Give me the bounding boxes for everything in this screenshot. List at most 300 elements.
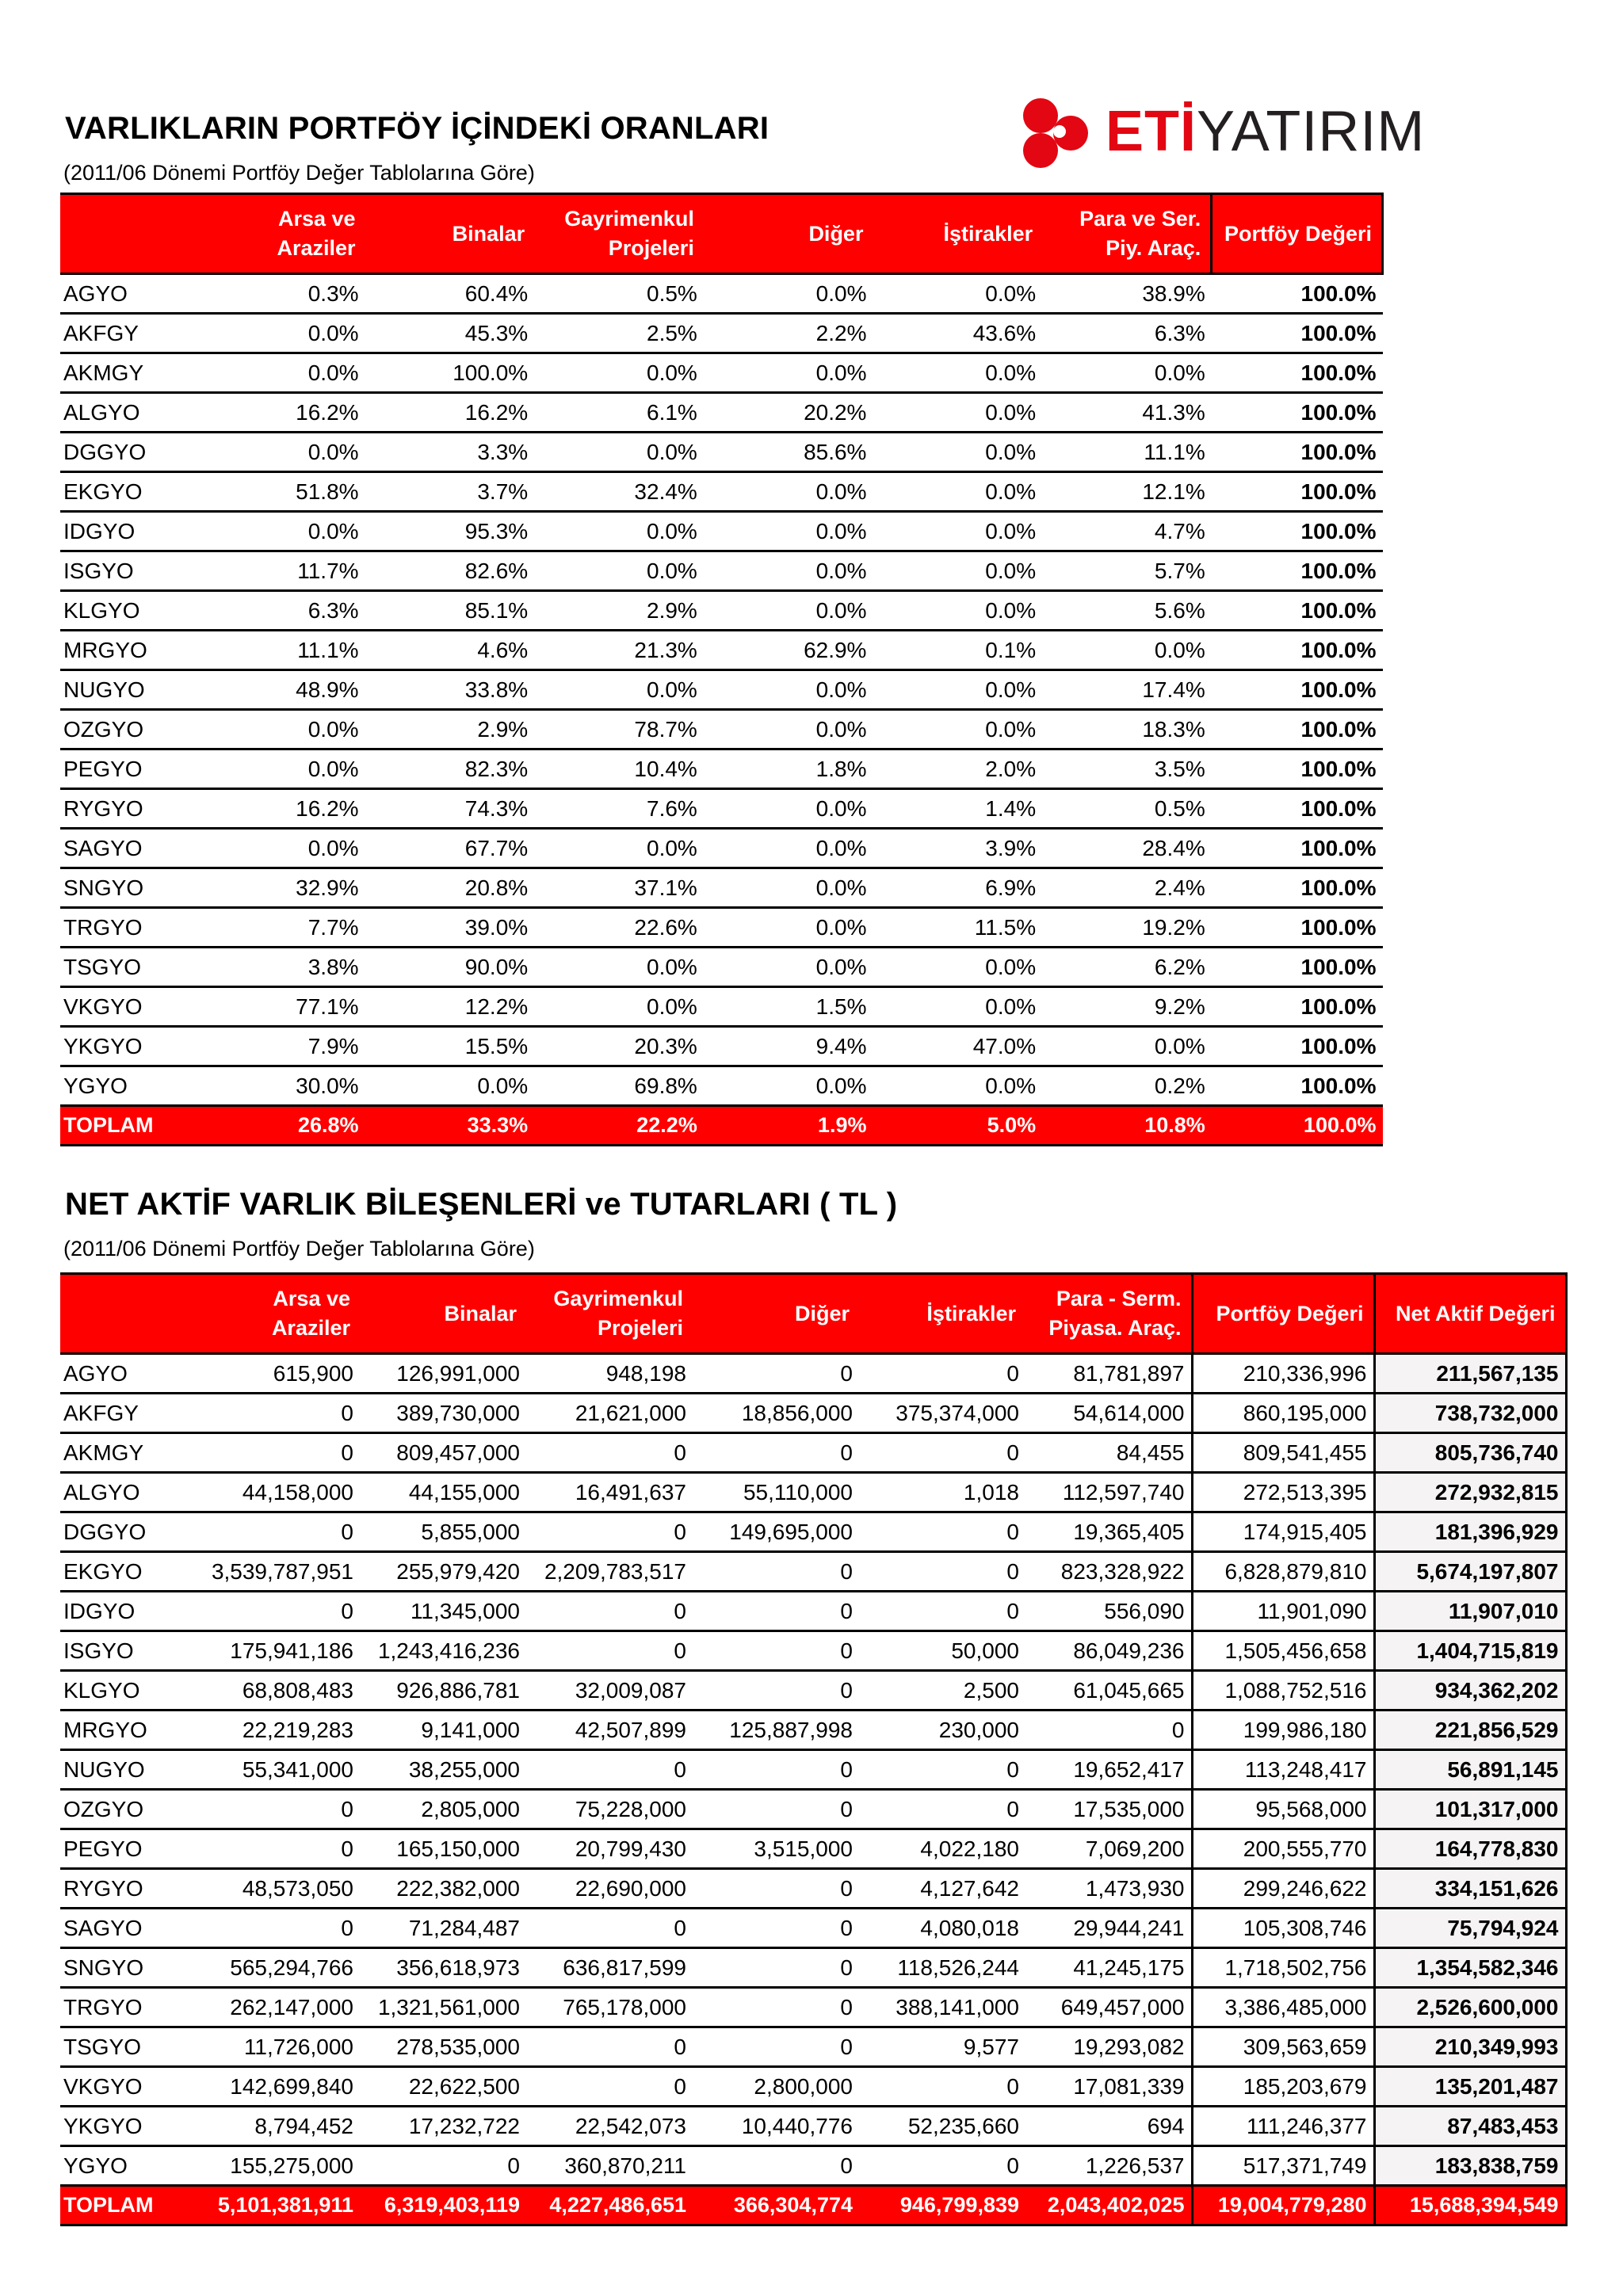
value-cell: 694 <box>1025 2107 1192 2146</box>
header-projects: Gayrimenkul Projeleri <box>534 194 704 274</box>
value-cell: 0.5% <box>534 274 704 314</box>
value-cell: 0 <box>526 1631 693 1671</box>
value-cell: 0 <box>859 2146 1025 2186</box>
value-cell: 11.1% <box>1042 433 1212 472</box>
value-cell: 101,317,000 <box>1374 1790 1566 1829</box>
value-cell: 100.0% <box>1212 670 1383 710</box>
value-cell: 100.0% <box>1212 749 1383 789</box>
value-cell: 926,886,781 <box>360 1671 526 1711</box>
value-cell: 278,535,000 <box>360 2027 526 2067</box>
value-cell: 11,345,000 <box>360 1592 526 1631</box>
value-cell: 388,141,000 <box>859 1988 1025 2027</box>
value-cell: 0.0% <box>873 987 1042 1027</box>
value-cell: 32.4% <box>534 472 704 512</box>
value-cell: 5.6% <box>1042 591 1212 631</box>
value-cell: 41,245,175 <box>1025 1948 1192 1988</box>
value-cell: 0 <box>859 1790 1025 1829</box>
value-cell: 22,542,073 <box>526 2107 693 2146</box>
value-cell: 164,778,830 <box>1374 1829 1566 1869</box>
value-cell: 210,336,996 <box>1192 1354 1374 1394</box>
value-cell: 0 <box>693 1790 859 1829</box>
value-cell: 0 <box>693 1631 859 1671</box>
company-code: TRGYO <box>60 1988 193 2027</box>
value-cell: 4,080,018 <box>859 1909 1025 1948</box>
value-cell: 7.7% <box>196 908 365 948</box>
company-code: DGGYO <box>60 433 196 472</box>
value-cell: 0.0% <box>873 670 1042 710</box>
value-cell: 200,555,770 <box>1192 1829 1374 1869</box>
table-row <box>60 512 1383 551</box>
net-asset-components-subtitle: (2011/06 Dönemi Portföy Değer Tablolarına Göre) <box>63 1237 535 1261</box>
value-cell: 7,069,200 <box>1025 1829 1192 1869</box>
value-cell: 3,386,485,000 <box>1192 1988 1374 2027</box>
value-cell: 0.0% <box>534 670 704 710</box>
value-cell: 60.4% <box>365 274 535 314</box>
value-cell: 0 <box>193 1909 360 1948</box>
value-cell: 556,090 <box>1025 1592 1192 1631</box>
header-subsidiaries: İştirakler <box>859 1274 1025 1354</box>
value-cell: 84,455 <box>1025 1433 1192 1473</box>
value-cell: 0 <box>526 1750 693 1790</box>
value-cell: 9.2% <box>1042 987 1212 1027</box>
table-row <box>60 591 1383 631</box>
company-code: YKGYO <box>60 2107 193 2146</box>
value-cell: 0 <box>526 1512 693 1552</box>
table-row <box>60 1394 1566 1433</box>
value-cell: 0 <box>526 1433 693 1473</box>
value-cell: 12.2% <box>365 987 535 1027</box>
company-code: PEGYO <box>60 1829 193 1869</box>
value-cell: 0.0% <box>873 551 1042 591</box>
table-row <box>60 314 1383 353</box>
value-cell: 6.2% <box>1042 948 1212 987</box>
header-money-market: Para - Serm. Piyasa. Araç. <box>1025 1274 1192 1354</box>
value-cell: 19,365,405 <box>1025 1512 1192 1552</box>
value-cell: 366,304,774 <box>693 2186 859 2225</box>
value-cell: 0 <box>859 2067 1025 2107</box>
value-cell: 67.7% <box>365 829 535 868</box>
value-cell: 649,457,000 <box>1025 1988 1192 2027</box>
header-company <box>60 1274 193 1354</box>
company-code: EKGYO <box>60 1552 193 1592</box>
value-cell: 823,328,922 <box>1025 1552 1192 1592</box>
table-row <box>60 908 1383 948</box>
value-cell: 111,246,377 <box>1192 2107 1374 2146</box>
value-cell: 135,201,487 <box>1374 2067 1566 2107</box>
company-code: OZGYO <box>60 710 196 749</box>
company-code: AGYO <box>60 1354 193 1394</box>
value-cell: 5.7% <box>1042 551 1212 591</box>
logo-dots-icon <box>1020 92 1099 171</box>
value-cell: 0.0% <box>196 710 365 749</box>
value-cell: 10.8% <box>1042 1106 1212 1146</box>
value-cell: 15,688,394,549 <box>1374 2186 1566 2225</box>
value-cell: 118,526,244 <box>859 1948 1025 1988</box>
value-cell: 10,440,776 <box>693 2107 859 2146</box>
value-cell: 0.0% <box>196 433 365 472</box>
value-cell: 0.0% <box>704 353 873 393</box>
value-cell: 75,794,924 <box>1374 1909 1566 1948</box>
table-row <box>60 987 1383 1027</box>
value-cell: 42,507,899 <box>526 1711 693 1750</box>
value-cell: 0 <box>526 2067 693 2107</box>
value-cell: 142,699,840 <box>193 2067 360 2107</box>
total-row <box>60 1106 1383 1146</box>
value-cell: 0.0% <box>534 433 704 472</box>
value-cell: 5.0% <box>873 1106 1042 1146</box>
company-code: RYGYO <box>60 1869 193 1909</box>
table-row <box>60 948 1383 987</box>
value-cell: 2.9% <box>534 591 704 631</box>
company-code: EKGYO <box>60 472 196 512</box>
value-cell: 100.0% <box>1212 393 1383 433</box>
value-cell: 5,674,197,807 <box>1374 1552 1566 1592</box>
value-cell: 1.9% <box>704 1106 873 1146</box>
company-code: ISGYO <box>60 1631 193 1671</box>
table-row <box>60 2027 1566 2067</box>
table-row <box>60 868 1383 908</box>
value-cell: 100.0% <box>1212 1027 1383 1066</box>
value-cell: 0.0% <box>873 274 1042 314</box>
value-cell: 199,986,180 <box>1192 1711 1374 1750</box>
value-cell: 100.0% <box>1212 710 1383 749</box>
table-row <box>60 2146 1566 2186</box>
company-code: VKGYO <box>60 987 196 1027</box>
company-code: PEGYO <box>60 749 196 789</box>
company-code: VKGYO <box>60 2067 193 2107</box>
value-cell: 0.0% <box>1042 353 1212 393</box>
value-cell: 0.3% <box>196 274 365 314</box>
value-cell: 21.3% <box>534 631 704 670</box>
value-cell: 11.5% <box>873 908 1042 948</box>
header-subsidiaries: İştirakler <box>873 194 1042 274</box>
company-code: TOPLAM <box>60 2186 193 2225</box>
value-cell: 1,354,582,346 <box>1374 1948 1566 1988</box>
table-row <box>60 1592 1566 1631</box>
value-cell: 0 <box>693 1988 859 2027</box>
value-cell: 17,535,000 <box>1025 1790 1192 1829</box>
value-cell: 20.3% <box>534 1027 704 1066</box>
header-buildings: Binalar <box>360 1274 526 1354</box>
net-asset-components-title: NET AKTİF VARLIK BİLEŞENLERİ ve TUTARLARI ( TL ) <box>65 1187 898 1222</box>
company-code: SNGYO <box>60 868 196 908</box>
value-cell: 17,232,722 <box>360 2107 526 2146</box>
value-cell: 100.0% <box>1212 314 1383 353</box>
table-row <box>60 2107 1566 2146</box>
value-cell: 3.7% <box>365 472 535 512</box>
value-cell: 0.0% <box>704 670 873 710</box>
value-cell: 100.0% <box>1212 472 1383 512</box>
company-code: YKGYO <box>60 1027 196 1066</box>
table-row <box>60 1750 1566 1790</box>
value-cell: 19,652,417 <box>1025 1750 1192 1790</box>
value-cell: 272,932,815 <box>1374 1473 1566 1512</box>
value-cell: 100.0% <box>1212 868 1383 908</box>
value-cell: 2.0% <box>873 749 1042 789</box>
value-cell: 19,004,779,280 <box>1192 2186 1374 2225</box>
header-land: Arsa ve Araziler <box>193 1274 360 1354</box>
value-cell: 16.2% <box>365 393 535 433</box>
value-cell: 6.1% <box>534 393 704 433</box>
value-cell: 41.3% <box>1042 393 1212 433</box>
company-code: TSGYO <box>60 2027 193 2067</box>
value-cell: 4.6% <box>365 631 535 670</box>
value-cell: 33.8% <box>365 670 535 710</box>
value-cell: 10.4% <box>534 749 704 789</box>
company-code: KLGYO <box>60 1671 193 1711</box>
value-cell: 2,043,402,025 <box>1025 2186 1192 2225</box>
value-cell: 0.5% <box>1042 789 1212 829</box>
value-cell: 100.0% <box>1212 1106 1383 1146</box>
value-cell: 155,275,000 <box>193 2146 360 2186</box>
company-code: ALGYO <box>60 1473 193 1512</box>
value-cell: 948,198 <box>526 1354 693 1394</box>
value-cell: 54,614,000 <box>1025 1394 1192 1433</box>
value-cell: 43.6% <box>873 314 1042 353</box>
value-cell: 181,396,929 <box>1374 1512 1566 1552</box>
value-cell: 299,246,622 <box>1192 1869 1374 1909</box>
table-row <box>60 433 1383 472</box>
table-row <box>60 1909 1566 1948</box>
value-cell: 112,597,740 <box>1025 1473 1192 1512</box>
value-cell: 0.0% <box>1042 1027 1212 1066</box>
value-cell: 0.0% <box>196 512 365 551</box>
value-cell: 3,515,000 <box>693 1829 859 1869</box>
value-cell: 738,732,000 <box>1374 1394 1566 1433</box>
value-cell: 2,209,783,517 <box>526 1552 693 1592</box>
portfolio-ratios-title: VARLIKLARIN PORTFÖY İÇİNDEKİ ORANLARI <box>65 111 769 146</box>
value-cell: 0.0% <box>196 314 365 353</box>
company-code: YGYO <box>60 1066 196 1106</box>
value-cell: 0.0% <box>704 829 873 868</box>
value-cell: 15.5% <box>365 1027 535 1066</box>
value-cell: 805,736,740 <box>1374 1433 1566 1473</box>
value-cell: 0.0% <box>365 1066 535 1106</box>
value-cell: 6.9% <box>873 868 1042 908</box>
value-cell: 75,228,000 <box>526 1790 693 1829</box>
value-cell: 0.0% <box>704 710 873 749</box>
value-cell: 0 <box>526 1909 693 1948</box>
company-code: MRGYO <box>60 631 196 670</box>
value-cell: 2,805,000 <box>360 1790 526 1829</box>
value-cell: 6.3% <box>196 591 365 631</box>
value-cell: 0 <box>693 1592 859 1631</box>
value-cell: 100.0% <box>1212 631 1383 670</box>
value-cell: 183,838,759 <box>1374 2146 1566 2186</box>
value-cell: 45.3% <box>365 314 535 353</box>
value-cell: 262,147,000 <box>193 1988 360 2027</box>
table-row <box>60 1869 1566 1909</box>
company-code: AKMGY <box>60 1433 193 1473</box>
value-cell: 7.6% <box>534 789 704 829</box>
value-cell: 636,817,599 <box>526 1948 693 1988</box>
value-cell: 0.0% <box>873 948 1042 987</box>
table-row <box>60 2067 1566 2107</box>
header-portfolio-value: Portföy Değeri <box>1192 1274 1374 1354</box>
value-cell: 3.9% <box>873 829 1042 868</box>
value-cell: 934,362,202 <box>1374 1671 1566 1711</box>
value-cell: 0 <box>859 1552 1025 1592</box>
value-cell: 61,045,665 <box>1025 1671 1192 1711</box>
table-row <box>60 829 1383 868</box>
value-cell: 6,319,403,119 <box>360 2186 526 2225</box>
table-header-row <box>60 1274 1566 1354</box>
value-cell: 1.4% <box>873 789 1042 829</box>
value-cell: 375,374,000 <box>859 1394 1025 1433</box>
value-cell: 22,219,283 <box>193 1711 360 1750</box>
value-cell: 0.0% <box>1042 631 1212 670</box>
value-cell: 221,856,529 <box>1374 1711 1566 1750</box>
company-code: AKMGY <box>60 353 196 393</box>
value-cell: 21,621,000 <box>526 1394 693 1433</box>
value-cell: 0.1% <box>873 631 1042 670</box>
value-cell: 4,227,486,651 <box>526 2186 693 2225</box>
value-cell: 0 <box>693 1869 859 1909</box>
value-cell: 2.9% <box>365 710 535 749</box>
value-cell: 2,526,600,000 <box>1374 1988 1566 2027</box>
value-cell: 0 <box>693 1671 859 1711</box>
value-cell: 1,226,537 <box>1025 2146 1192 2186</box>
table-row <box>60 1552 1566 1592</box>
value-cell: 2.4% <box>1042 868 1212 908</box>
table-row <box>60 472 1383 512</box>
value-cell: 0.0% <box>704 789 873 829</box>
value-cell: 0.0% <box>196 353 365 393</box>
value-cell: 32,009,087 <box>526 1671 693 1711</box>
header-buildings: Binalar <box>365 194 535 274</box>
value-cell: 85.1% <box>365 591 535 631</box>
value-cell: 0.0% <box>704 868 873 908</box>
value-cell: 0 <box>859 1750 1025 1790</box>
value-cell: 87,483,453 <box>1374 2107 1566 2146</box>
value-cell: 11,901,090 <box>1192 1592 1374 1631</box>
value-cell: 55,110,000 <box>693 1473 859 1512</box>
value-cell: 0.0% <box>873 393 1042 433</box>
header-projects: Gayrimenkul Projeleri <box>526 1274 693 1354</box>
value-cell: 71,284,487 <box>360 1909 526 1948</box>
value-cell: 0.0% <box>534 551 704 591</box>
value-cell: 100.0% <box>365 353 535 393</box>
value-cell: 22.2% <box>534 1106 704 1146</box>
value-cell: 0.0% <box>704 512 873 551</box>
value-cell: 565,294,766 <box>193 1948 360 1988</box>
value-cell: 809,457,000 <box>360 1433 526 1473</box>
value-cell: 0 <box>193 1512 360 1552</box>
value-cell: 0 <box>526 2027 693 2067</box>
value-cell: 185,203,679 <box>1192 2067 1374 2107</box>
value-cell: 33.3% <box>365 1106 535 1146</box>
value-cell: 5,855,000 <box>360 1512 526 1552</box>
value-cell: 356,618,973 <box>360 1948 526 1988</box>
value-cell: 0.0% <box>196 749 365 789</box>
value-cell: 38.9% <box>1042 274 1212 314</box>
value-cell: 309,563,659 <box>1192 2027 1374 2067</box>
value-cell: 0 <box>859 1354 1025 1394</box>
value-cell: 20.2% <box>704 393 873 433</box>
value-cell: 37.1% <box>534 868 704 908</box>
company-code: OZGYO <box>60 1790 193 1829</box>
value-cell: 19.2% <box>1042 908 1212 948</box>
value-cell: 765,178,000 <box>526 1988 693 2027</box>
value-cell: 86,049,236 <box>1025 1631 1192 1671</box>
value-cell: 30.0% <box>196 1066 365 1106</box>
value-cell: 0.0% <box>534 512 704 551</box>
value-cell: 211,567,135 <box>1374 1354 1566 1394</box>
value-cell: 0 <box>193 1790 360 1829</box>
value-cell: 149,695,000 <box>693 1512 859 1552</box>
table-row <box>60 631 1383 670</box>
value-cell: 0 <box>693 1433 859 1473</box>
value-cell: 100.0% <box>1212 948 1383 987</box>
value-cell: 78.7% <box>534 710 704 749</box>
value-cell: 100.0% <box>1212 433 1383 472</box>
header-company <box>60 194 196 274</box>
value-cell: 3,539,787,951 <box>193 1552 360 1592</box>
table-row <box>60 1948 1566 1988</box>
value-cell: 9,577 <box>859 2027 1025 2067</box>
value-cell: 2,500 <box>859 1671 1025 1711</box>
value-cell: 1.8% <box>704 749 873 789</box>
value-cell: 0.0% <box>704 948 873 987</box>
value-cell: 100.0% <box>1212 353 1383 393</box>
value-cell: 100.0% <box>1212 789 1383 829</box>
value-cell: 16,491,637 <box>526 1473 693 1512</box>
value-cell: 100.0% <box>1212 987 1383 1027</box>
value-cell: 0.0% <box>534 948 704 987</box>
value-cell: 1,404,715,819 <box>1374 1631 1566 1671</box>
value-cell: 48.9% <box>196 670 365 710</box>
table-row <box>60 393 1383 433</box>
value-cell: 39.0% <box>365 908 535 948</box>
value-cell: 38,255,000 <box>360 1750 526 1790</box>
table-row <box>60 1631 1566 1671</box>
value-cell: 8,794,452 <box>193 2107 360 2146</box>
header-net-asset-value: Net Aktif Değeri <box>1374 1274 1566 1354</box>
value-cell: 4,127,642 <box>859 1869 1025 1909</box>
table-row <box>60 353 1383 393</box>
value-cell: 69.8% <box>534 1066 704 1106</box>
value-cell: 1,243,416,236 <box>360 1631 526 1671</box>
header-portfolio-value: Portföy Değeri <box>1212 194 1383 274</box>
total-row <box>60 2186 1566 2225</box>
value-cell: 52,235,660 <box>859 2107 1025 2146</box>
value-cell: 0.0% <box>873 512 1042 551</box>
value-cell: 81,781,897 <box>1025 1354 1192 1394</box>
value-cell: 1,088,752,516 <box>1192 1671 1374 1711</box>
value-cell: 2.2% <box>704 314 873 353</box>
value-cell: 17.4% <box>1042 670 1212 710</box>
value-cell: 210,349,993 <box>1374 2027 1566 2067</box>
company-code: RYGYO <box>60 789 196 829</box>
value-cell: 18,856,000 <box>693 1394 859 1433</box>
header-land: Arsa ve Araziler <box>196 194 365 274</box>
value-cell: 0.0% <box>704 1066 873 1106</box>
company-code: TSGYO <box>60 948 196 987</box>
value-cell: 9,141,000 <box>360 1711 526 1750</box>
value-cell: 0 <box>693 2027 859 2067</box>
value-cell: 0 <box>193 1433 360 1473</box>
value-cell: 50,000 <box>859 1631 1025 1671</box>
table-row <box>60 1473 1566 1512</box>
value-cell: 126,991,000 <box>360 1354 526 1394</box>
value-cell: 0.0% <box>534 353 704 393</box>
value-cell: 4.7% <box>1042 512 1212 551</box>
table-row <box>60 274 1383 314</box>
company-code: YGYO <box>60 2146 193 2186</box>
value-cell: 0.0% <box>534 987 704 1027</box>
company-code: NUGYO <box>60 670 196 710</box>
value-cell: 47.0% <box>873 1027 1042 1066</box>
